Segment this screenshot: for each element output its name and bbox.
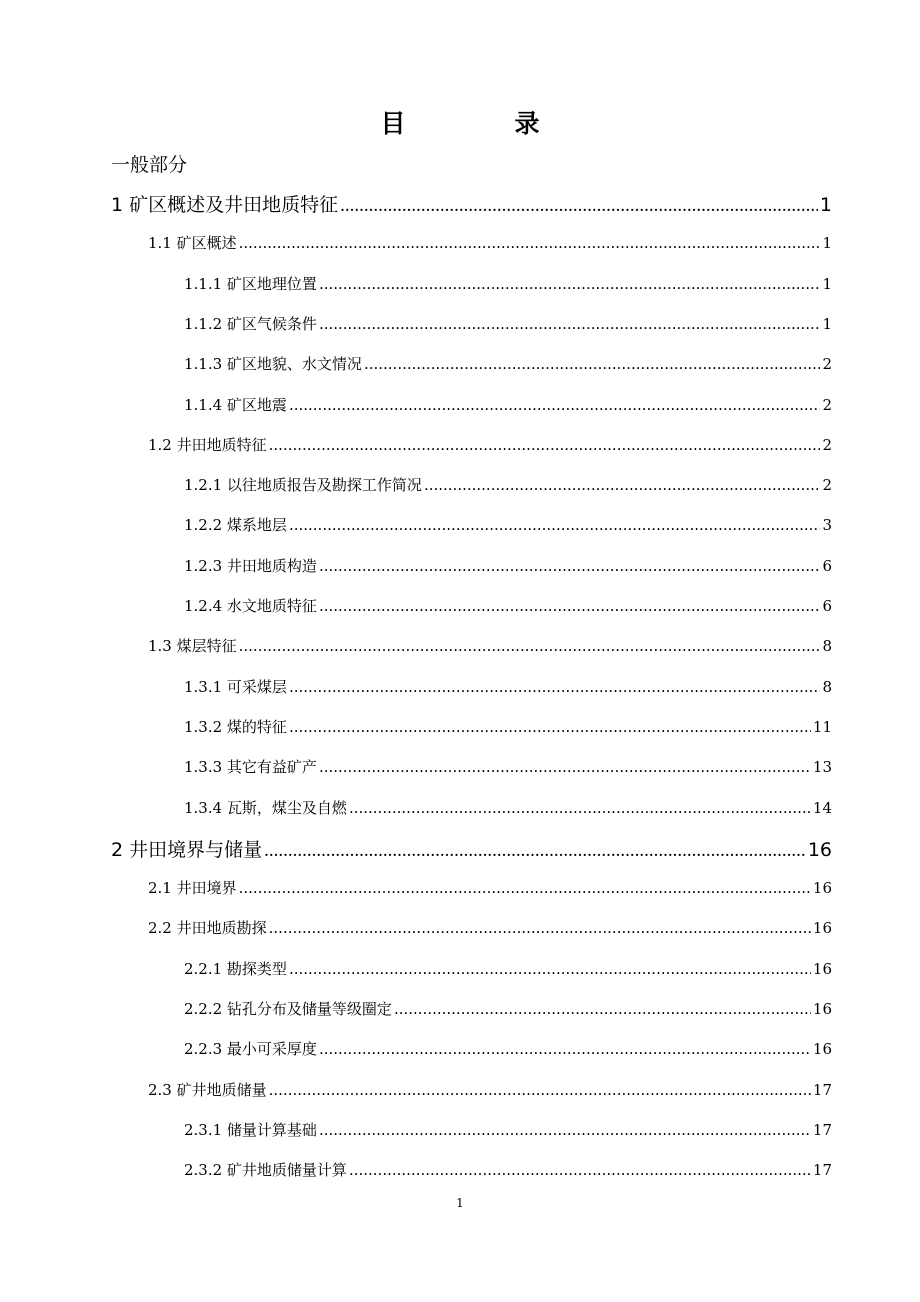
toc-entry-page: 17 <box>812 1120 832 1139</box>
dot-leader <box>239 637 821 654</box>
toc-entry[interactable] <box>148 917 832 938</box>
dot-leader <box>269 919 811 936</box>
toc-entry-label: 1.1.1 矿区地理位置 <box>184 274 317 293</box>
toc-entry-page: 1 <box>822 234 832 253</box>
toc-entry-label: 2.2 井田地质勘探 <box>148 919 267 938</box>
toc-entry-page: 2 <box>822 476 832 495</box>
toc-entry-label: 1.2.3 井田地质构造 <box>184 556 317 575</box>
dot-leader <box>424 476 821 493</box>
toc-entry-page: 13 <box>812 758 832 777</box>
toc-entry[interactable] <box>184 676 832 697</box>
toc-entry-page: 8 <box>822 637 832 656</box>
toc-entry-label: 1.2.1 以往地质报告及勘探工作简况 <box>184 476 422 495</box>
toc-entry-page: 8 <box>822 677 832 696</box>
dot-leader <box>264 839 806 860</box>
toc-entry-page: 1 <box>822 314 832 333</box>
toc-entry-label: 1.1.3 矿区地貌、水文情况 <box>184 355 362 374</box>
toc-entry-label: 1.2.4 水文地质特征 <box>184 597 317 615</box>
toc-entry-label: 1 矿区概述及井田地质特征 <box>111 194 339 216</box>
toc-entry[interactable] <box>184 273 832 294</box>
dot-leader <box>340 194 818 215</box>
toc-entry[interactable] <box>184 394 832 415</box>
dot-leader <box>239 879 811 896</box>
toc-entry-page: 3 <box>822 516 832 535</box>
dot-leader <box>349 1161 811 1178</box>
dot-leader <box>319 1040 811 1057</box>
toc-entry-label: 1.3.1 可采煤层 <box>184 677 287 696</box>
toc-entry[interactable] <box>184 555 832 576</box>
toc-entry-page: 16 <box>807 838 832 861</box>
dot-leader <box>289 678 821 695</box>
toc-entry[interactable] <box>184 474 832 495</box>
toc-entry[interactable] <box>184 1159 832 1180</box>
page-number-footer: 1 <box>456 1196 464 1210</box>
toc-entry-label: 1.3.3 其它有益矿产 <box>184 758 317 777</box>
toc-entry-page: 17 <box>812 1080 832 1099</box>
toc-entry-label: 1.3.4 瓦斯，煤尘及自燃 <box>184 798 347 817</box>
toc-entry-label: 1.1.2 矿区气候条件 <box>184 314 317 333</box>
dot-leader <box>394 1000 811 1017</box>
toc-entry-page: 1 <box>819 194 832 216</box>
toc-entry-label: 1.1 矿区概述 <box>148 234 237 253</box>
dot-leader <box>319 275 821 292</box>
toc-entry-page: 16 <box>812 1000 832 1018</box>
toc-entry-label: 1.2 井田地质特征 <box>148 435 267 454</box>
toc-entry[interactable] <box>148 1079 832 1100</box>
toc-entry-label: 1.2.2 煤系地层 <box>184 516 287 535</box>
dot-leader <box>239 234 821 251</box>
toc-entry-page: 1 <box>822 274 832 293</box>
toc-entry-page: 16 <box>812 1040 832 1059</box>
toc-entry[interactable] <box>184 756 832 777</box>
section-heading: 一般部分 <box>111 154 188 176</box>
toc-entry-label: 2.2.2 钻孔分布及储量等级圈定 <box>184 1000 392 1018</box>
toc-entry-label: 2.1 井田境界 <box>148 879 237 898</box>
page-title: 目 录 <box>380 109 582 138</box>
toc-entry-label: 1.3 煤层特征 <box>148 637 237 656</box>
toc-entry[interactable] <box>184 797 832 818</box>
dot-leader <box>289 960 811 977</box>
dot-leader <box>364 355 821 372</box>
toc-entry[interactable] <box>184 958 832 979</box>
toc-entry-page: 16 <box>812 919 832 938</box>
toc-entry-page: 2 <box>822 395 832 414</box>
toc-entry-page: 11 <box>812 717 832 736</box>
toc-entry[interactable] <box>148 877 832 898</box>
toc-entry-label: 1.3.2 煤的特征 <box>184 717 287 736</box>
toc-entry[interactable] <box>184 353 832 374</box>
toc-entry[interactable] <box>111 835 832 862</box>
toc-entry-label: 2 井田境界与储量 <box>111 838 263 861</box>
dot-leader <box>269 436 821 453</box>
toc-entry[interactable] <box>184 595 832 616</box>
dot-leader <box>289 396 821 413</box>
toc-entry[interactable] <box>184 1038 832 1059</box>
toc-entry[interactable] <box>148 232 832 253</box>
dot-leader <box>319 1121 811 1138</box>
toc-entry-page: 17 <box>812 1161 832 1180</box>
toc-entry-page: 2 <box>822 435 832 454</box>
toc-entry-label: 2.3 矿井地质储量 <box>148 1080 267 1099</box>
dot-leader <box>289 718 811 735</box>
toc-entry[interactable] <box>184 1119 832 1140</box>
dot-leader <box>319 315 821 332</box>
toc-entry[interactable] <box>148 635 832 656</box>
toc-entry[interactable] <box>111 190 832 217</box>
toc-entry[interactable] <box>148 434 832 455</box>
toc-entry[interactable] <box>184 313 832 334</box>
toc-entry-page: 2 <box>822 355 832 374</box>
toc-entry[interactable] <box>184 998 832 1019</box>
toc-entry-label: 2.3.1 储量计算基础 <box>184 1120 317 1139</box>
toc-entry[interactable] <box>184 716 832 737</box>
toc-entry-page: 16 <box>812 879 832 898</box>
toc-entry-page: 14 <box>812 798 832 817</box>
dot-leader <box>319 557 821 574</box>
toc-entry-label: 2.2.3 最小可采厚度 <box>184 1040 317 1059</box>
dot-leader <box>289 516 821 533</box>
toc-entry-page: 16 <box>812 959 832 978</box>
toc-entry[interactable] <box>184 514 832 535</box>
dot-leader <box>319 758 811 775</box>
toc-entry-page: 6 <box>822 597 832 615</box>
dot-leader <box>269 1081 811 1098</box>
toc-entry-label: 1.1.4 矿区地震 <box>184 395 287 414</box>
toc-entry-label: 2.3.2 矿井地质储量计算 <box>184 1161 347 1180</box>
toc-entry-label: 2.2.1 勘探类型 <box>184 959 287 978</box>
toc-entry-page: 6 <box>822 556 832 575</box>
dot-leader <box>349 799 811 816</box>
dot-leader <box>319 597 821 614</box>
